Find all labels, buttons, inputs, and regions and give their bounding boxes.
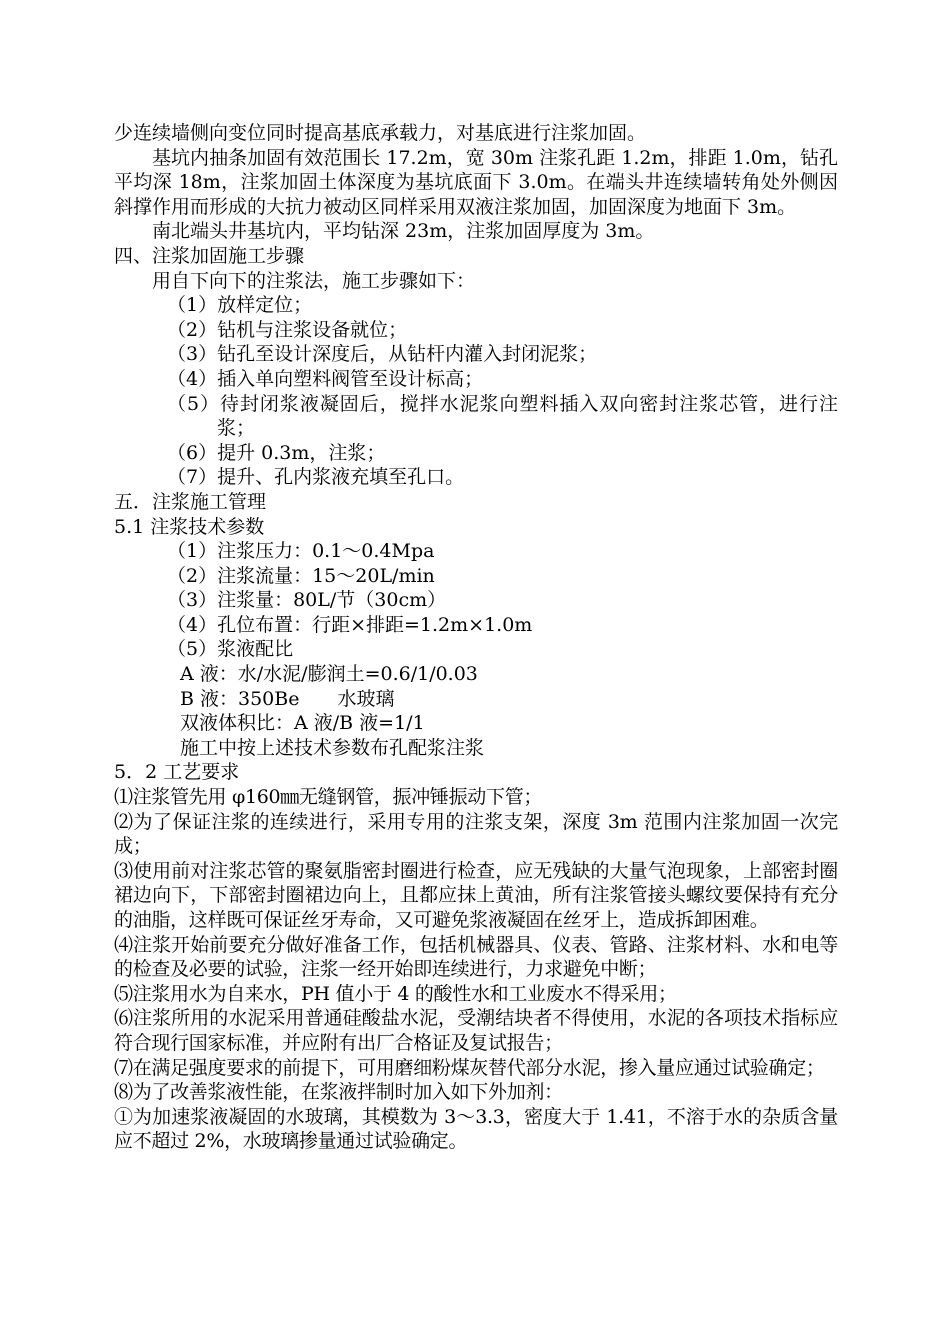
section-5-heading: 五．注浆施工管理 bbox=[114, 490, 267, 513]
param-item: （3）注浆量：80L/节（30cm） bbox=[167, 589, 447, 612]
param-item: （2）注浆流量：15～20L/min bbox=[167, 564, 435, 587]
subsection-5-2-heading: 5．2 工艺要求 bbox=[114, 761, 240, 784]
requirement-item: ⑸注浆用水为自来水，PH 值小于 4 的酸性水和工业废水不得采用； bbox=[114, 982, 677, 1005]
step-item: （7）提升、孔内浆液充填至孔口。 bbox=[167, 466, 465, 489]
requirement-item: ⑴注浆管先用 φ160㎜无缝钢管，振冲锤振动下管； bbox=[114, 786, 543, 809]
requirement-item: ⑶使用前对注浆芯管的聚氨脂密封圈进行检查，应无残缺的大量气泡现象，上部密封圈裙边向下，下部密封圈裙边向上，且都应抹上黄油，所有注浆管接头螺纹要保持有充分的油脂，这样既可保证丝牙寿命，又可避免浆液凝固在丝牙上，造成拆卸困难。 bbox=[114, 859, 838, 931]
requirement-item: ⑹注浆所用的水泥采用普通硅酸盐水泥，受潮结块者不得使用，水泥的各项技术指标应符合现行国家标准，并应附有出厂合格证及复试报告； bbox=[114, 1007, 838, 1054]
mix-line: 双液体积比：A 液/B 液=1/1 bbox=[180, 712, 425, 735]
requirement-item: ⑵为了保证注浆的连续进行，采用专用的注浆支架，深度 3m 范围内注浆加固一次完成； bbox=[114, 810, 838, 858]
param-item: （4）孔位布置：行距×排距=1.2m×1.0m bbox=[167, 613, 533, 636]
requirement-item: ⑺在满足强度要求的前提下，可用磨细粉煤灰替代部分水泥，掺入量应通过试验确定； bbox=[114, 1056, 825, 1079]
requirement-item: ⑷注浆开始前要充分做好准备工作，包括机械器具、仪表、管路、注浆材料、水和电等的检查及必要的试验，注浆一经开始即连续进行，力求避免中断； bbox=[114, 933, 838, 981]
intro-line: 少连续墙侧向变位同时提高基底承载力，对基底进行注浆加固。 bbox=[114, 122, 647, 144]
step-item: （3）钻孔至设计深度后，从钻杆内灌入封闭泥浆； bbox=[167, 343, 598, 366]
step-item: （5）待封闭浆液凝固后，搅拌水泥浆向塑料插入双向密封注浆芯管，进行注浆； bbox=[167, 392, 838, 440]
step-item: （6）提升 0.3m，注浆； bbox=[167, 441, 386, 464]
param-item: （5）浆液配比 bbox=[167, 638, 294, 661]
mix-line: A 液：水/水泥/膨润土=0.6/1/0.03 bbox=[180, 663, 478, 686]
section-4-lead: 用自下向下的注浆法，施工步骤如下： bbox=[152, 269, 476, 292]
mix-line: B 液：350Be 水玻璃 bbox=[180, 687, 395, 710]
requirement-item: ①为加速浆液凝固的水玻璃，其模数为 3～3.3，密度大于 1.41，不溶于水的杂质含量应不超过 2%，水玻璃掺量通过试验确定。 bbox=[114, 1105, 838, 1153]
requirement-item: ⑻为了改善浆液性能，在浆液拌制时加入如下外加剂： bbox=[114, 1081, 563, 1104]
step-item: （2）钻机与注浆设备就位； bbox=[167, 318, 408, 341]
mix-line: 施工中按上述技术参数布孔配浆注浆 bbox=[180, 736, 485, 759]
section-4-heading: 四、注浆加固施工步骤 bbox=[114, 244, 305, 267]
param-item: （1）注浆压力：0.1～0.4Mpa bbox=[167, 540, 435, 563]
document-page bbox=[114, 121, 838, 1154]
step-item: （1）放样定位； bbox=[167, 294, 313, 317]
step-item: （4）插入单向塑料阀管至设计标高； bbox=[167, 367, 484, 390]
scope-paragraph: 基坑内抽条加固有效范围长 17.2m，宽 30m 注浆孔距 1.2m，排距 1.0m，钻孔平均深 18m，注浆加固土体深度为基坑底面下 3.0m。在端头井连续墙转角处外侧因斜撑作用而形成的大抗力被动区同样采用双液注浆加固，加固深度为地面下 3m。 bbox=[114, 146, 838, 218]
subsection-5-1-heading: 5.1 注浆技术参数 bbox=[114, 515, 265, 538]
end-well-paragraph: 南北端头井基坑内，平均钻深 23m，注浆加固厚度为 3m。 bbox=[152, 220, 655, 243]
